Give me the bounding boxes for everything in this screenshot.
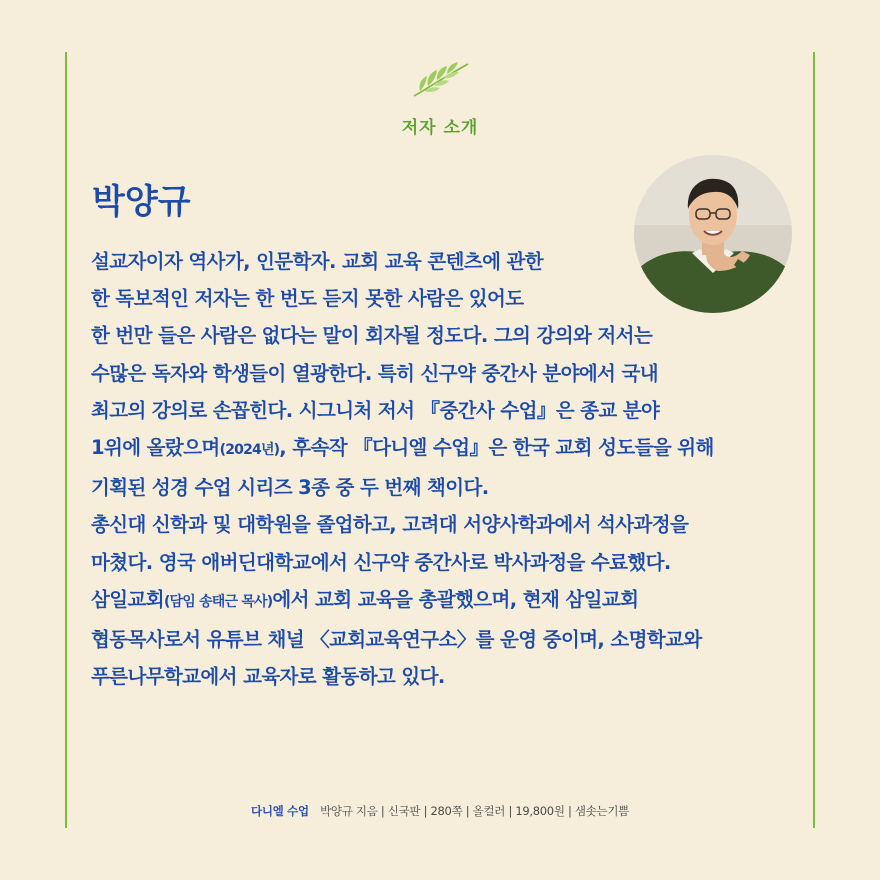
- bio-line: 푸른나무학교에서 교육자로 활동하고 있다.: [91, 665, 445, 689]
- bio-line: 한 번만 들은 사람은 없다는 말이 회자될 정도다. 그의 강의와 저서는: [91, 324, 653, 348]
- book-title: 다니엘 수업: [251, 804, 309, 818]
- bio-text: 1위에 올랐으며: [91, 436, 220, 460]
- bio-line: 마쳤다. 영국 애버딘대학교에서 신구약 중간사로 박사과정을 수료했다.: [91, 550, 671, 574]
- book-details: 박양규 지음 | 신국판 | 280쪽 | 올컬러 | 19,800원 | 샘솟는기쁨: [320, 804, 629, 818]
- bio-pastor-note: (담임 송태근 목사): [163, 593, 273, 610]
- leaf-icon: [410, 60, 472, 100]
- bio-text: 에서 교회 교육을 총괄했으며, 현재 삼일교회: [272, 587, 639, 611]
- bio-line: 설교자이자 역사가, 인문학자. 교회 교육 콘텐츠에 관한: [91, 250, 543, 273]
- author-bio: [91, 243, 811, 695]
- author-name: 박양규: [92, 182, 191, 222]
- bio-line: [91, 581, 811, 621]
- bio-line: 협동목사로서 유튜브 채널 〈교회교육연구소〉를 운영 중이며, 소명학교와: [91, 628, 702, 652]
- bio-line: 수많은 독자와 학생들이 열광한다. 특히 신구약 중간사 분야에서 국내: [91, 361, 658, 385]
- bio-line: 최고의 강의로 손꼽힌다. 시그니처 저서 『중간사 수업』은 종교 분야: [91, 398, 660, 422]
- bio-line: 기획된 성경 수업 시리즈 3종 중 두 번째 책이다.: [91, 476, 489, 500]
- book-info-footer: [0, 803, 880, 819]
- bio-text: , 후속작 『다니엘 수업』은 한국 교회 성도들을 위해: [279, 436, 714, 460]
- left-border-line: [65, 52, 67, 828]
- bio-text: 삼일교회: [91, 587, 164, 611]
- bio-line: 총신대 신학과 및 대학원을 졸업하고, 고려대 서양사학과에서 석사과정을: [91, 513, 689, 537]
- section-label: 저자 소개: [401, 118, 479, 138]
- right-border-line: [813, 52, 815, 828]
- bio-year-note: (2024년): [219, 442, 280, 459]
- bio-line: [91, 429, 811, 469]
- bio-line: 한 독보적인 저자는 한 번도 듣지 못한 사람은 있어도: [91, 287, 524, 311]
